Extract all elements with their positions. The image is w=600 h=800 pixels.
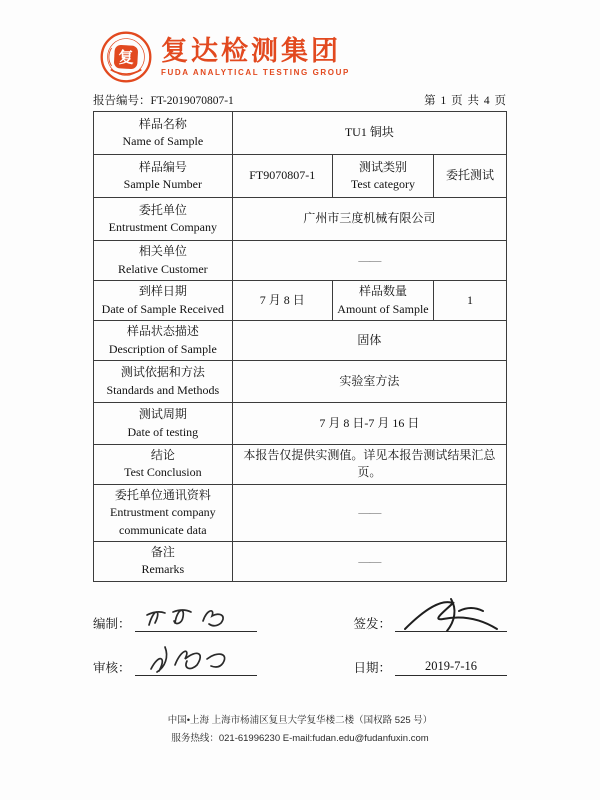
row-value: 本报告仅提供实测值。详见本报告测试结果汇总页。 — [232, 445, 506, 485]
logo — [99, 0, 507, 84]
table-row — [94, 281, 507, 321]
date-row — [353, 658, 507, 676]
issued-signature-icon — [401, 595, 505, 637]
row-label: 样品编号 Sample Number — [94, 155, 233, 198]
table-row — [94, 112, 507, 155]
prepared-label: 编制： — [93, 616, 131, 631]
company-seal-icon — [99, 30, 153, 84]
table-row — [94, 445, 507, 485]
row-label: 测试周期 Date of testing — [94, 403, 233, 445]
row-value2: 1 — [434, 281, 507, 321]
row-label: 备注 Remarks — [94, 541, 233, 581]
issued-by — [353, 614, 507, 632]
footer-address: 中国•上海 上海市杨浦区复旦大学复华楼二楼（国权路 525 号） — [167, 715, 433, 726]
row-label2: 测试类别 Test category — [332, 155, 433, 198]
report-number — [93, 92, 234, 108]
reviewed-label: 审核： — [93, 660, 131, 675]
row-value2: 委托测试 — [434, 155, 507, 198]
row-label: 委托单位通讯资料 Entrustment company communicate data — [94, 484, 233, 541]
row-label: 样品状态描述 Description of Sample — [94, 321, 233, 361]
issued-label: 签发： — [353, 616, 391, 631]
row-label2: 样品数量 Amount of Sample — [332, 281, 433, 321]
row-value: TU1 铜块 — [232, 112, 506, 155]
row-value: —— — [232, 541, 506, 581]
row-label: 相关单位 Relative Customer — [94, 241, 233, 281]
row-value: 7 月 8 日-7 月 16 日 — [232, 403, 506, 445]
issued-signature-line — [395, 617, 507, 632]
row-label: 结论 Test Conclusion — [94, 445, 233, 485]
row-value: 广州市三度机械有限公司 — [232, 198, 506, 241]
table-row — [94, 321, 507, 361]
footer-hotline: 服务热线：021-61996230 E-mail:fudan.edu@fudanfuxin.com — [171, 733, 429, 745]
row-label: 测试依据和方法 Standards and Methods — [94, 361, 233, 403]
table-row — [94, 155, 507, 198]
date-value: 2019-7-16 — [424, 658, 478, 673]
row-value: FT9070807-1 — [232, 155, 332, 198]
row-value: 实验室方法 — [232, 361, 506, 403]
row-label: 委托单位 Entrustment Company — [94, 198, 233, 241]
report-header — [93, 92, 507, 111]
svg-text:复: 复 — [118, 49, 134, 67]
row-value: —— — [232, 484, 506, 541]
date-label: 日期： — [353, 660, 391, 675]
brand-title: 复达检测集团 — [161, 36, 341, 67]
report-number-label: 报告编号： — [93, 95, 151, 107]
prepared-by — [93, 614, 257, 632]
row-value: —— — [232, 241, 506, 281]
table-row — [94, 484, 507, 541]
table-row — [94, 241, 507, 281]
prepared-signature-line — [135, 617, 257, 632]
reviewed-signature-icon — [141, 639, 245, 677]
brand-subtitle: FUDA ANALYTICAL TESTING GROUP — [161, 67, 350, 77]
row-label: 到样日期 Date of Sample Received — [94, 281, 233, 321]
page-indicator: 第 1 页 共 4 页 — [424, 95, 507, 107]
signature-area — [93, 614, 507, 676]
reviewed-signature-line — [135, 661, 257, 676]
table-row — [94, 541, 507, 581]
date-line — [395, 658, 507, 676]
prepared-signature-icon — [141, 599, 241, 633]
page-footer — [0, 712, 600, 748]
table-row — [94, 361, 507, 403]
reviewed-by — [93, 658, 257, 676]
row-value: 7 月 8 日 — [232, 281, 332, 321]
report-number-value: FT-2019070807-1 — [150, 95, 234, 107]
row-label: 样品名称 Name of Sample — [94, 112, 233, 155]
table-row — [94, 403, 507, 445]
table-row — [94, 198, 507, 241]
sample-info-table — [93, 111, 507, 582]
row-value: 固体 — [232, 321, 506, 361]
